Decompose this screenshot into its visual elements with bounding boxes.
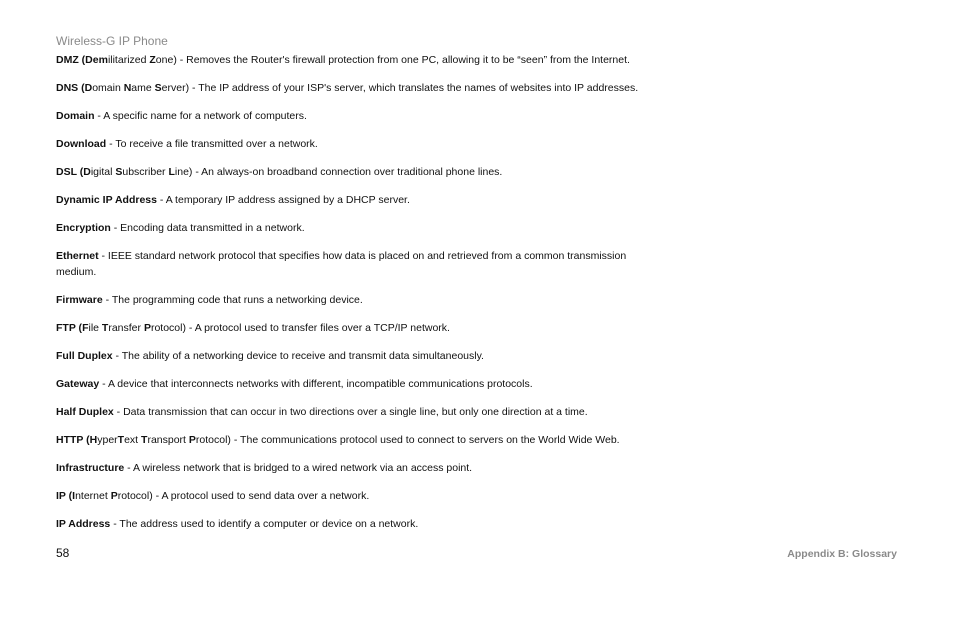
- glossary-term: Infrastructure: [56, 462, 125, 474]
- glossary-definition: - A specific name for a network of computers.: [94, 110, 307, 122]
- glossary-definition: - Encoding data transmitted in a network.: [110, 222, 305, 234]
- glossary-entry: [56, 292, 666, 308]
- glossary-definition: ilitarized: [107, 54, 150, 66]
- glossary-definition: - The address used to identify a computer or device on a network.: [110, 518, 419, 530]
- glossary-entry: [56, 164, 666, 180]
- glossary-entry: [56, 320, 666, 336]
- glossary-definition: - To receive a file transmitted over a network.: [106, 138, 318, 150]
- glossary-entry: [56, 52, 666, 68]
- glossary-term: D: [84, 82, 93, 94]
- glossary-term: N: [123, 82, 132, 94]
- glossary-definition: - The programming code that runs a networking device.: [102, 294, 363, 306]
- glossary-entry: [56, 404, 666, 420]
- glossary-definition: yper: [97, 434, 118, 446]
- glossary-term: T: [101, 322, 109, 334]
- glossary-definition: erver) - The IP address of your ISP's server, which translates the names of websites into IP addresses.: [161, 82, 639, 94]
- glossary-definition: - A temporary IP address assigned by a DHCP server.: [156, 194, 410, 206]
- glossary-entry: [56, 136, 666, 152]
- glossary-entries: [56, 52, 666, 544]
- glossary-term: Dynamic IP Address: [56, 194, 157, 206]
- glossary-definition: rotocol) - A protocol used to transfer files over a TCP/IP network.: [150, 322, 450, 334]
- glossary-entry: [56, 248, 666, 280]
- glossary-term: P: [143, 322, 151, 334]
- glossary-entry: [56, 192, 666, 208]
- glossary-definition: omain: [92, 82, 124, 94]
- glossary-entry: [56, 220, 666, 236]
- glossary-entry: [56, 460, 666, 476]
- running-header: Wireless-G IP Phone: [56, 34, 168, 48]
- glossary-term: L: [168, 166, 175, 178]
- glossary-term: Z: [149, 54, 156, 66]
- glossary-entry: [56, 432, 666, 448]
- glossary-definition: ame: [131, 82, 155, 94]
- section-title: Appendix B: Glossary: [787, 548, 897, 560]
- glossary-term: Dem: [85, 54, 108, 66]
- glossary-term: S: [115, 166, 123, 178]
- glossary-definition: ransfer: [108, 322, 144, 334]
- glossary-term: HTTP (: [56, 434, 90, 446]
- glossary-entry: [56, 488, 666, 504]
- glossary-term: DSL (: [56, 166, 84, 178]
- glossary-definition: nternet: [75, 490, 111, 502]
- glossary-term: H: [89, 434, 98, 446]
- glossary-term: D: [83, 166, 91, 178]
- glossary-definition: - IEEE standard network protocol that specifies how data is placed on and retrieved from a common transmission medium.: [56, 250, 627, 278]
- glossary-definition: ransport: [147, 434, 189, 446]
- glossary-term: IP (: [56, 490, 73, 502]
- glossary-entry: [56, 376, 666, 392]
- glossary-term: P: [110, 490, 118, 502]
- glossary-term: F: [82, 322, 89, 334]
- glossary-term: S: [154, 82, 162, 94]
- glossary-definition: ubscriber: [122, 166, 169, 178]
- glossary-term: IP Address: [56, 518, 111, 530]
- glossary-term: Full Duplex: [56, 350, 113, 362]
- glossary-term: FTP (: [56, 322, 83, 334]
- glossary-term: Ethernet: [56, 250, 99, 262]
- glossary-entry: [56, 108, 666, 124]
- glossary-entry: [56, 80, 666, 96]
- glossary-term: Encryption: [56, 222, 111, 234]
- page-number: 58: [56, 546, 70, 560]
- glossary-definition: - A device that interconnects networks with different, incompatible communications protocols.: [99, 378, 533, 390]
- glossary-term: T: [117, 434, 125, 446]
- glossary-definition: - A wireless network that is bridged to a wired network via an access point.: [124, 462, 473, 474]
- glossary-definition: rotocol) - A protocol used to send data over a network.: [117, 490, 370, 502]
- glossary-term: Firmware: [56, 294, 103, 306]
- glossary-term: I: [72, 490, 76, 502]
- glossary-term: DNS (: [56, 82, 85, 94]
- glossary-definition: - Data transmission that can occur in two directions over a single line, but only one direction at a time.: [113, 406, 588, 418]
- glossary-term: Half Duplex: [56, 406, 114, 418]
- glossary-term: Download: [56, 138, 107, 150]
- glossary-entry: [56, 516, 666, 532]
- glossary-term: Gateway: [56, 378, 100, 390]
- glossary-entry: [56, 348, 666, 364]
- glossary-definition: ine) - An always-on broadband connection over traditional phone lines.: [174, 166, 503, 178]
- glossary-definition: ile: [88, 322, 102, 334]
- glossary-definition: rotocol) - The communications protocol used to connect to servers on the World Wide Web.: [195, 434, 620, 446]
- glossary-definition: igital: [90, 166, 116, 178]
- glossary-term: T: [141, 434, 148, 446]
- glossary-definition: ext: [124, 434, 142, 446]
- glossary-definition: - The ability of a networking device to receive and transmit data simultaneously.: [112, 350, 484, 362]
- glossary-term: Domain: [56, 110, 95, 122]
- glossary-definition: one) - Removes the Router's firewall protection from one PC, allowing it to be “seen” from the Internet.: [155, 54, 630, 66]
- glossary-term: P: [188, 434, 196, 446]
- glossary-term: DMZ (: [56, 54, 86, 66]
